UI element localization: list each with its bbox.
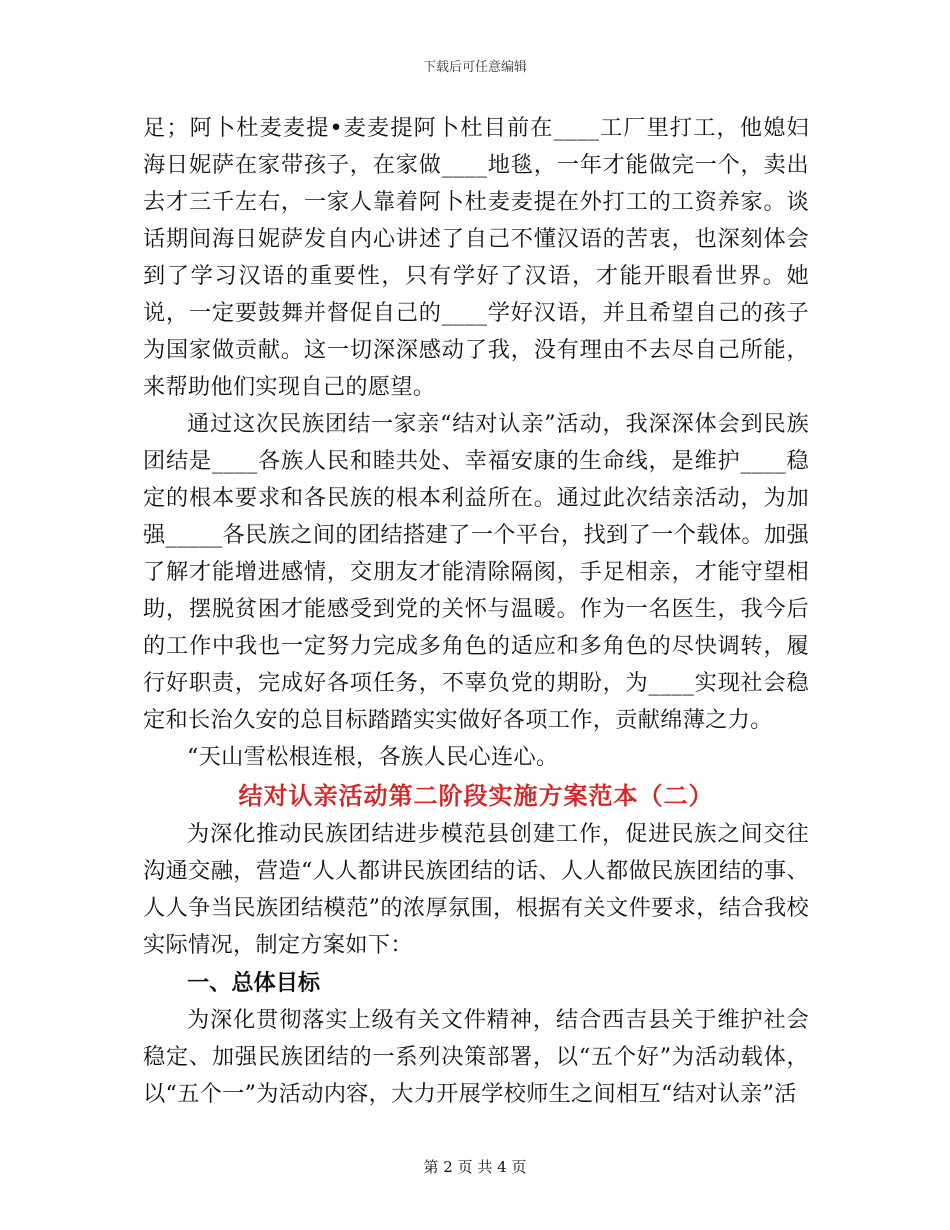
paragraph-reflection: 通过这次民族团结一家亲“结对认亲”活动，我深深体会到民族团结是____各族人民和睦共处、幸福安康的生命线，是维护____稳定的根本要求和各民族的根本利益所在。通过此次结亲活动，为加强_____各民族之间的团结搭建了一个平台，找到了一个载体。加强了解才能增进感情，交朋友才能清除隔阂，手足相亲，才能守望相助，摆脱贫困才能感受到党的关怀与温暖。作为一名医生，我今后的工作中我也一定努力完成多角色的适应和多角色的尽快调转，履行好职责，完成好各项任务，不辜负党的期盼，为____实现社会稳定和长治久安的总目标踏踏实实做好各项工作，贡献绵薄之力。 [143, 411, 809, 733]
section-title: 结对认亲活动第二阶段实施方案范本（二） [238, 781, 714, 810]
header-note: 下载后可任意编辑 [422, 60, 527, 75]
paragraph-goal: 为深化贯彻落实上级有关文件精神，结合西吉县关于维护社会稳定、加强民族团结的一系列决策部署，以“五个好”为活动载体，以“五个一”为活动内容，大力开展学校师生之间相互“结对认亲”活 [143, 1007, 809, 1107]
paragraph-quote: “天山雪松根连根，各族人民心连心。 [187, 744, 559, 770]
page-number: 第 2 页 共 4 页 [423, 1158, 527, 1176]
paragraph-continuation: 足；阿卜杜麦麦提•麦麦提阿卜杜目前在____工厂里打工，他媳妇海日妮萨在家带孩子，在家做____地毯，一年才能做完一个，卖出去才三千左右，一家人靠着阿卜杜麦麦提在外打工的工资养家。谈话期间海日妮萨发自内心讲述了自己不懂汉语的苦衷，也深刻体会到了学习汉语的重要性，只有学好了汉语，才能开眼看世界。她说，一定要鼓舞并督促自己的____学好汉语，并且希望自己的孩子为国家做贡献。这一切深深感动了我，没有理由不去尽自己所能，来帮助他们实现自己的愿望。 [143, 115, 809, 400]
document-body [143, 110, 809, 1113]
paragraph-intro: 为深化推动民族团结进步模范县创建工作，促进民族之间交往沟通交融，营造“人人都讲民族团结的话、人人都做民族团结的事、人人争当民族团结模范”的浓厚氛围，根据有关文件要求，结合我校实际情况，制定方案如下： [143, 821, 809, 958]
section-heading-overall-goal: 一、总体目标 [187, 970, 321, 996]
